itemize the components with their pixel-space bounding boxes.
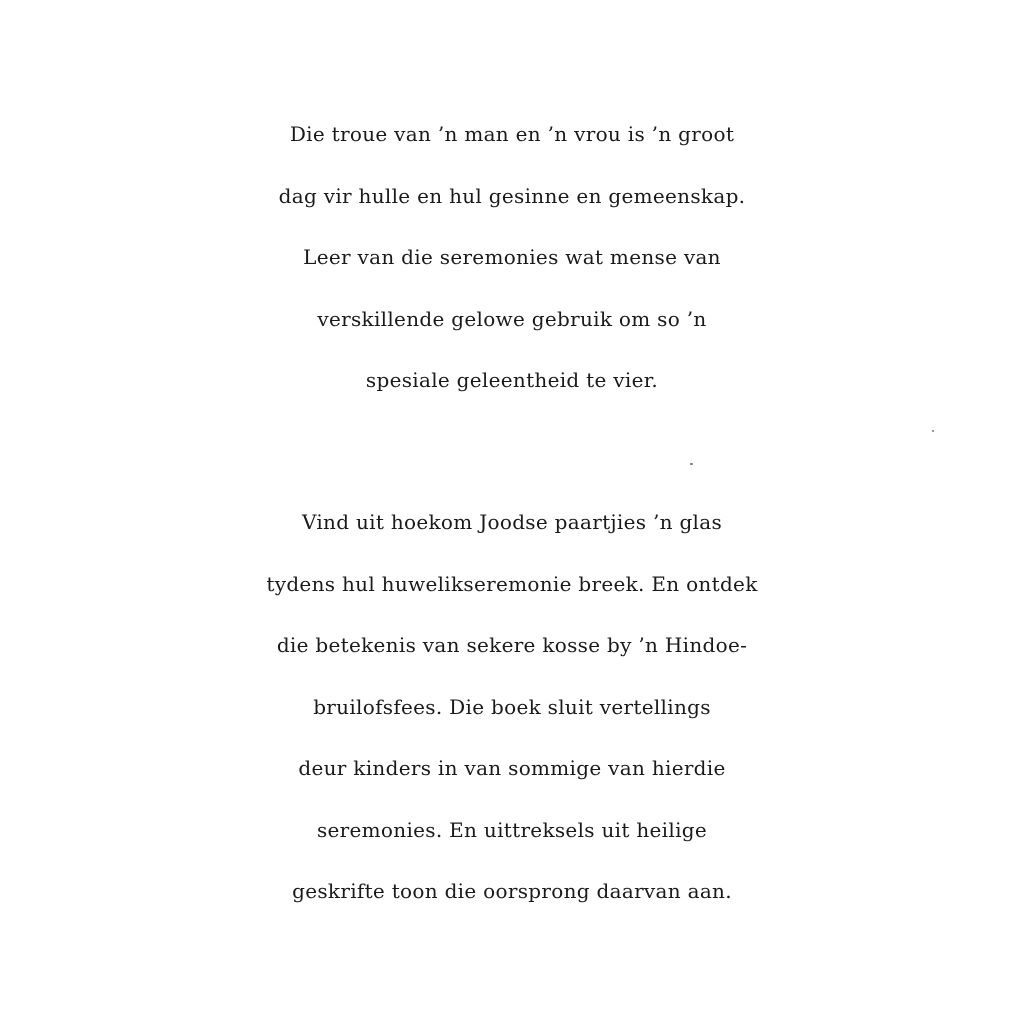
scan-speck: [932, 430, 934, 432]
text-line: deur kinders in van sommige van hierdie: [298, 756, 726, 780]
text-line: Leer van die seremonies wat mense van: [303, 245, 721, 269]
text-line: Vind uit hoekom Joodse paartjies ’n glas: [301, 510, 723, 534]
text-line: spesiale geleentheid te vier.: [365, 368, 659, 392]
paragraph-2: [0, 492, 1024, 923]
text-line: geskrifte toon die oorsprong daarvan aan.: [292, 879, 732, 903]
text-line: die betekenis van sekere kosse by ’n Hindoe-: [276, 633, 748, 657]
text-line: verskillende gelowe gebruik om so ’n: [317, 306, 707, 331]
text-line: seremonies. En uittreksels uit heilige: [316, 817, 708, 842]
text-line: tydens hul huwelikseremonie breek. En ontdek: [266, 571, 758, 596]
scan-speck: [690, 463, 693, 465]
text-line: dag vir hulle en hul gesinne en gemeenskap.: [278, 183, 746, 208]
text-line: Die troue van ’n man en ’n vrou is ’n groot: [289, 122, 735, 146]
text-line: bruilofsfees. Die boek sluit vertellings: [313, 694, 711, 719]
paragraph-1: [0, 104, 1024, 412]
